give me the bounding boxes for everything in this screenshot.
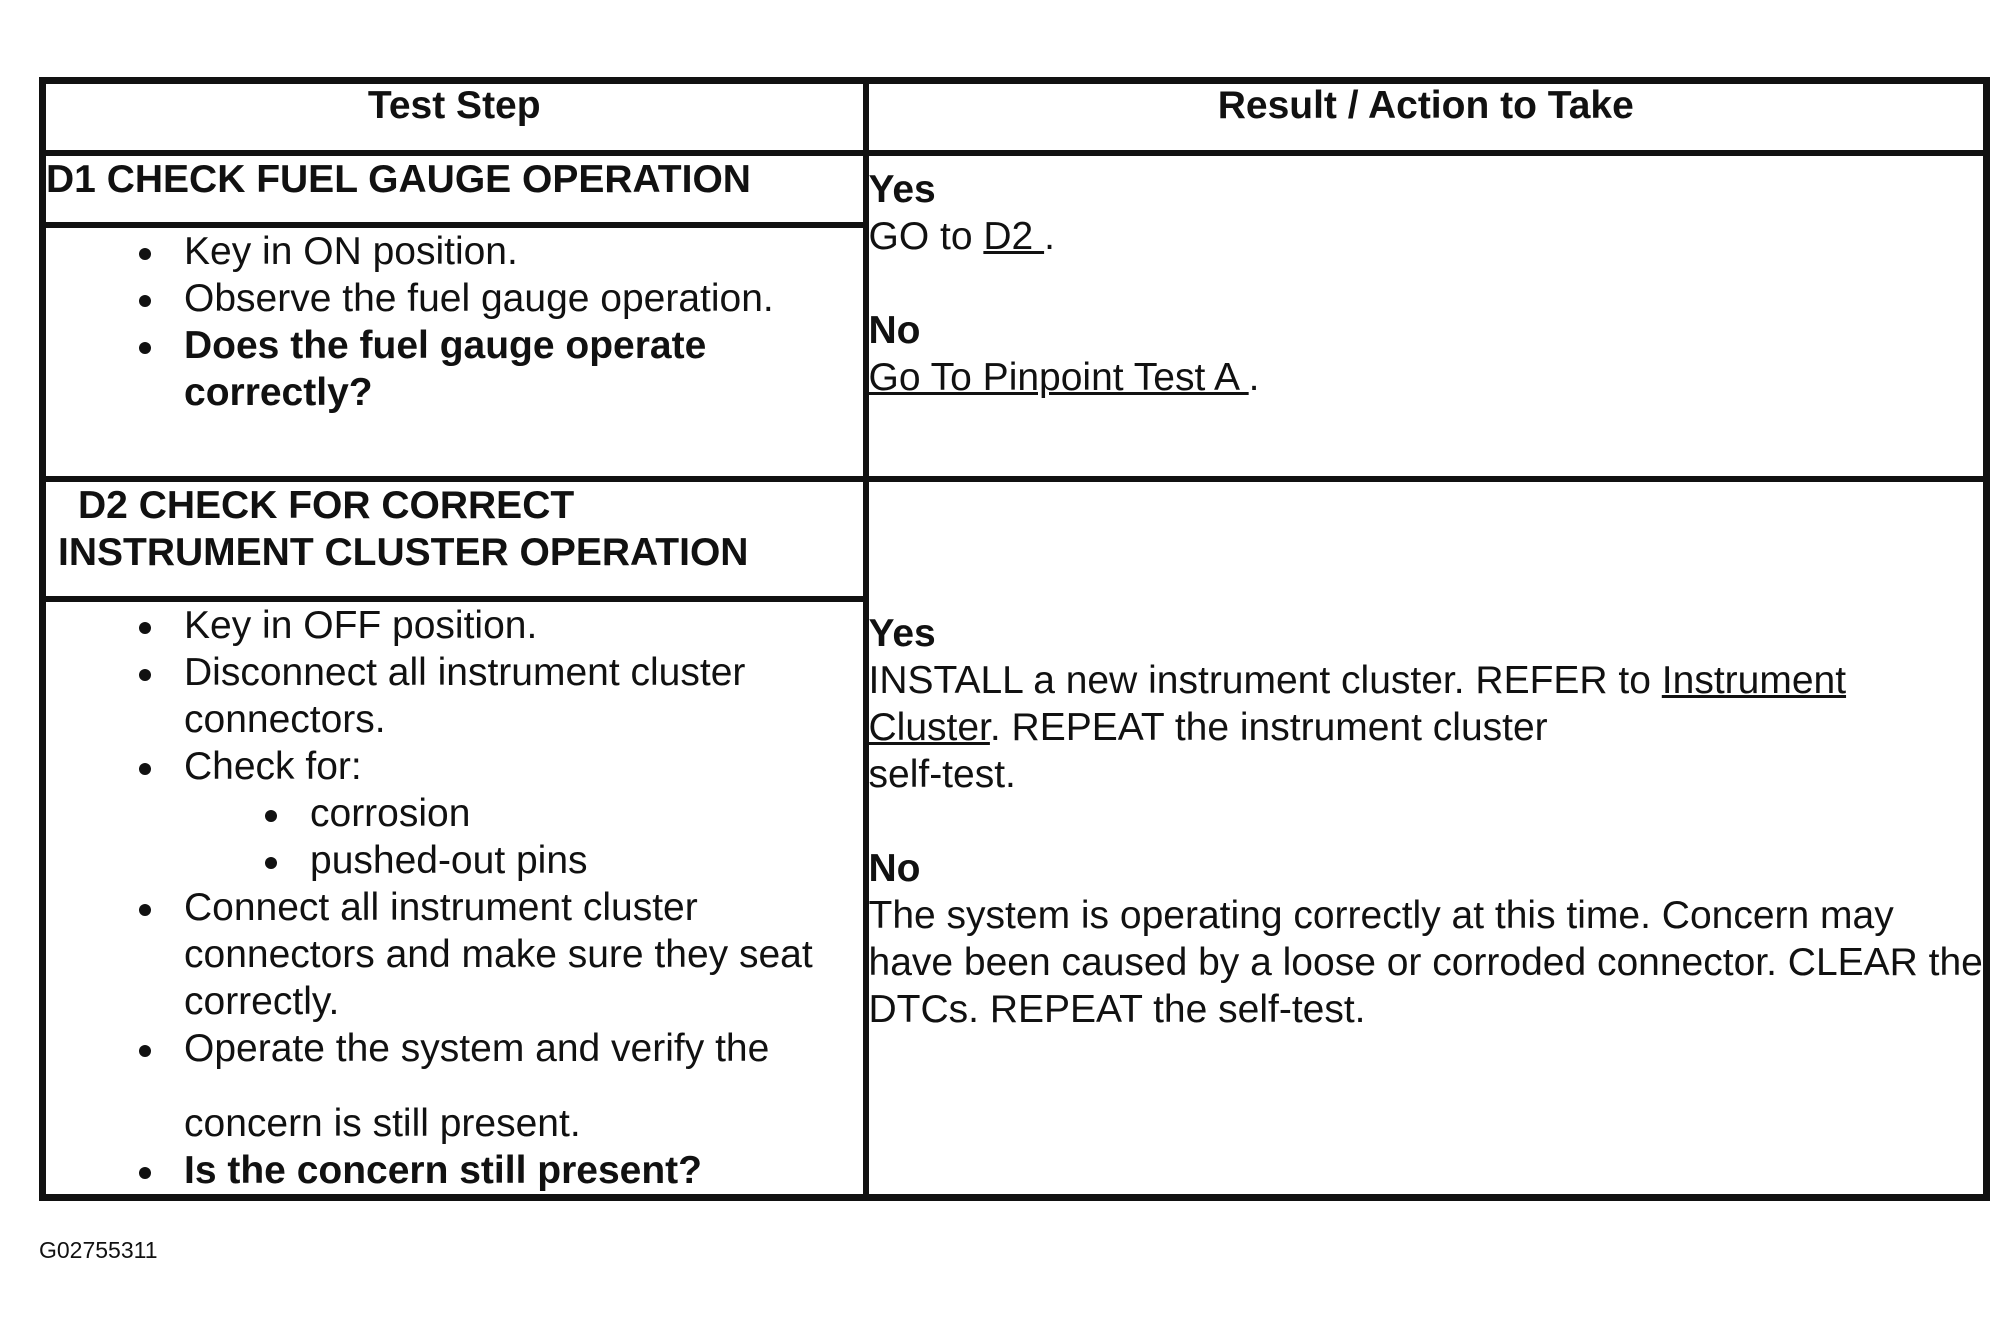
d2-result [866, 479, 1987, 1198]
d2-step-list [46, 602, 863, 1194]
d2-yes-text2: . REPEAT the instrument cluster [989, 705, 1548, 749]
d1-step-list [46, 228, 863, 416]
d2-title-line1: D2 CHECK FOR CORRECT [78, 483, 575, 527]
d2-yes-label: Yes [868, 611, 936, 655]
d2-step-operate-line1: Operate the system and verify the [184, 1026, 770, 1070]
d1-yes-end: . [1044, 214, 1055, 258]
d2-title-line2: INSTRUMENT CLUSTER OPERATION [58, 530, 749, 574]
d1-title: D1 CHECK FUEL GAUGE OPERATION [43, 153, 866, 225]
col-header-result-action: Result / Action to Take [866, 81, 1987, 153]
d1-step-question: Does the fuel gauge operate correctly? [46, 322, 863, 416]
header-row [43, 81, 1987, 153]
d1-title-row [43, 153, 1987, 225]
d2-yes-text3: self-test. [868, 752, 1016, 796]
d2-yes-text1: INSTALL a new instrument cluster. REFER to [868, 658, 1662, 702]
d2-title [43, 479, 866, 599]
d1-step-item: Observe the fuel gauge operation. [46, 275, 863, 322]
d1-no-end: . [1248, 355, 1260, 399]
d2-check-subitem: corrosion [46, 790, 863, 837]
d1-steps [43, 225, 866, 479]
d1-no-label: No [868, 308, 921, 352]
d2-check-subitem: pushed-out pins [46, 837, 863, 884]
d2-step-item: Key in OFF position. [46, 602, 863, 649]
d1-yes-text: GO to [868, 214, 984, 258]
d1-no-link-pinpoint-a[interactable]: Go To Pinpoint Test A [868, 355, 1249, 399]
d2-step-question: Is the concern still present? [46, 1147, 863, 1194]
d2-title-row [43, 479, 1987, 599]
d1-result [866, 153, 1987, 479]
d2-step-operate-line2: concern is still present. [184, 1101, 581, 1145]
d2-steps [43, 599, 866, 1198]
d2-step-item: Disconnect all instrument cluster connectors. [46, 649, 863, 743]
d2-no-label: No [868, 846, 921, 890]
d2-step-item: Check for: [46, 743, 863, 790]
figure-id: G02755311 [39, 1237, 158, 1263]
d1-yes-label: Yes [868, 167, 936, 211]
d2-step-item: Connect all instrument cluster connectors and make sure they seat correctly. [46, 884, 863, 1025]
d2-yes-link-instrument-cluster[interactable]: Instrument Cluster [868, 658, 1847, 749]
diagnostic-table [39, 77, 1990, 1201]
d2-no-text: The system is operating correctly at this time. Concern may have been caused by a loose or corroded connector. CLEAR the DTCs. REPEAT the self-test. [868, 893, 1983, 1031]
col-header-test-step: Test Step [43, 81, 866, 153]
d2-step-item [46, 1025, 863, 1147]
d1-step-item: Key in ON position. [46, 228, 863, 275]
d1-yes-link-d2[interactable]: D2 [983, 214, 1045, 258]
